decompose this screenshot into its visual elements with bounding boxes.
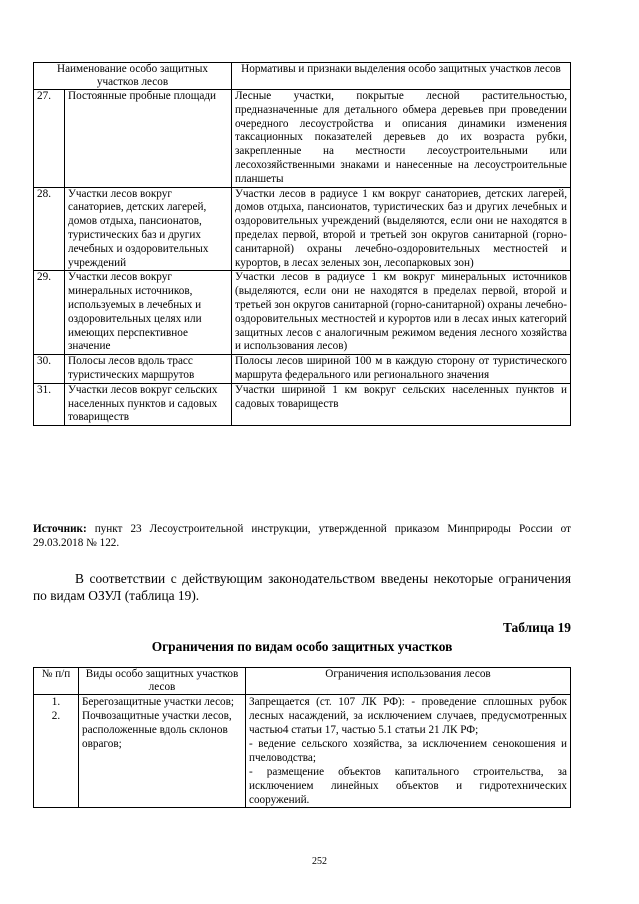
source-note: [33, 522, 571, 550]
table-row: [34, 355, 571, 384]
table-number: Таблица 19: [502, 620, 571, 635]
row-area-types: [79, 695, 246, 808]
header-area-type: Виды особо защитных участков лесов: [79, 668, 246, 695]
row-number: 2.: [51, 710, 61, 722]
area-type: Берегозащитные участки лесов;: [82, 696, 235, 708]
body-paragraph: В соответствии с действующим законодательством введены некоторые ограничения по видам ОЗУЛ (таблица 19).: [33, 571, 571, 603]
header-restrictions: Ограничения использования лесов: [246, 668, 571, 695]
table-title: Ограничения по видам особо защитных участков: [151, 639, 453, 654]
row-criteria: Участки лесов в радиусе 1 км вокруг минеральных источников (выделяются, если они не находятся в пределах первой, второй и третьей зон округов санитарной (горно-санитарной) охраны лечебно-оздоровительных местностей и курортов или в лесах иных категорий защитных лесов с аналогичным режимом ведения лесного хозяйства и использования лесов): [232, 271, 571, 355]
header-criteria: Нормативы и признаки выделения особо защитных участков лесов: [232, 63, 571, 90]
table-header-row: [34, 63, 571, 90]
row-restrictions: [246, 695, 571, 808]
row-area-name: Участки лесов вокруг санаториев, детских лагерей, домов отдыха, пансионатов, туристических баз и других лечебных и оздоровительных учреждений: [65, 187, 232, 271]
row-number: 27.: [34, 90, 65, 188]
row-area-name: Участки лесов вокруг сельских населенных пунктов и садовых товариществ: [65, 383, 232, 425]
restriction-line: Запрещается (ст. 107 ЛК РФ): - проведение сплошных рубок лесных насаждений, за исключением случаев, предусмотренных частью4 статьи 17, частью 5.1 статьи 21 ЛК РФ;: [249, 696, 567, 736]
row-number: 1.: [51, 696, 61, 708]
table-header-row: [34, 668, 571, 695]
row-criteria: Участки шириной 1 км вокруг сельских населенных пунктов и садовых товариществ: [232, 383, 571, 425]
table-row: [34, 383, 571, 425]
row-criteria: Участки лесов в радиусе 1 км вокруг санаториев, детских лагерей, домов отдыха, пансионатов, туристических баз и других лечебных и оздоровительных учреждений (выделяются, если они не находятся в пределах первой, второй и третьей зон округов санитарной (горно-санитарной) охраны лечебно-оздоровительных местностей и курортов, в лесах зеленых зон, лесопарковых зон): [232, 187, 571, 271]
page-number: 252: [312, 856, 327, 867]
row-numbers: [34, 695, 79, 808]
table-row: [34, 187, 571, 271]
header-number: № п/п: [34, 668, 79, 695]
restrictions-table: [33, 667, 571, 808]
header-area-name: Наименование особо защитных участков лесов: [34, 63, 232, 90]
row-criteria: Лесные участки, покрытые лесной растительностью, предназначенные для детального обмера деревьев при проведении очередного лесоустройства и описания динамики изменения таксационных показателей деревьев до их возраста рубки, закрепленные на местности лесоустроительными или лесохозяйственными знаками и нанесенные на лесоустроительные планшеты: [232, 90, 571, 188]
table-row: [34, 90, 571, 188]
row-area-name: Участки лесов вокруг минеральных источников, используемых в лечебных и оздоровительных целях или имеющих перспективное значение: [65, 271, 232, 355]
source-label: Источник:: [33, 523, 87, 535]
restriction-line: - размещение объектов капитального строительства, за исключением линейных объектов и гидротехнических сооружений.: [249, 766, 567, 806]
row-area-name: Постоянные пробные площади: [65, 90, 232, 188]
table-row: [34, 271, 571, 355]
row-criteria: Полосы лесов шириной 100 м в каждую сторону от туристического маршрута федерального или регионального значения: [232, 355, 571, 384]
protective-areas-table: [33, 62, 571, 426]
area-type: Почвозащитные участки лесов, расположенные вдоль склонов оврагов;: [82, 710, 232, 750]
row-number: 28.: [34, 187, 65, 271]
table-row: [34, 695, 571, 808]
row-number: 30.: [34, 355, 65, 384]
restriction-line: - ведение сельского хозяйства, за исключением сенокошения и пчеловодства;: [249, 738, 567, 764]
row-area-name: Полосы лесов вдоль трасс туристических маршрутов: [65, 355, 232, 384]
row-number: 29.: [34, 271, 65, 355]
row-number: 31.: [34, 383, 65, 425]
source-text: пункт 23 Лесоустроительной инструкции, утвержденной приказом Минприроды России от 29.03.2018 № 122.: [33, 523, 571, 549]
